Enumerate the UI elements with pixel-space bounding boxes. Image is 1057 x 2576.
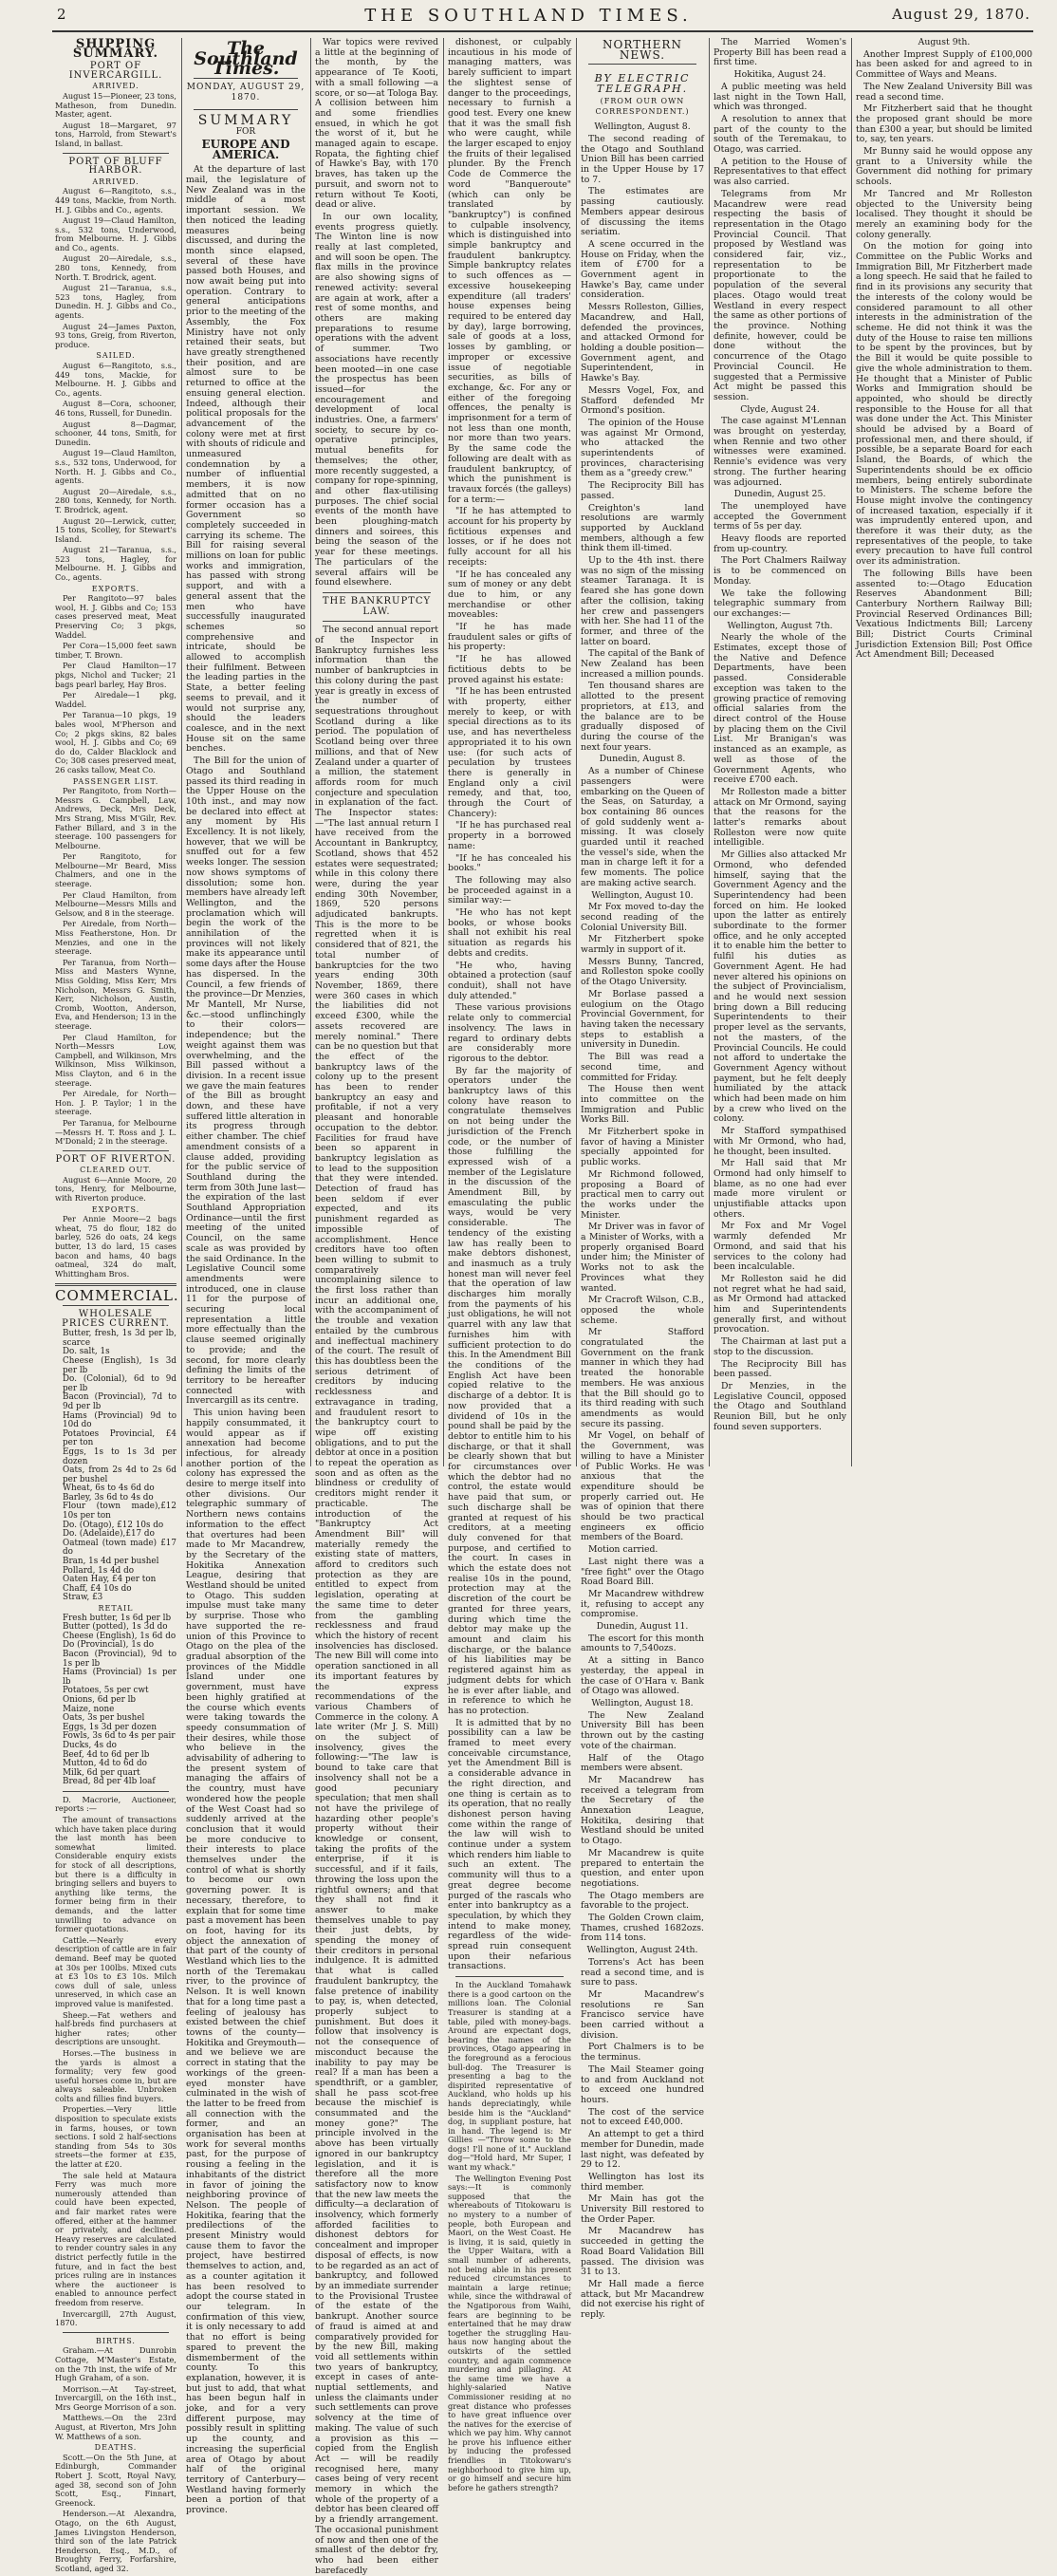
article-paragraph: War topics were revived a little at the beginning of the month, by the appearance of Te Kooti, with a small following —a score, or so—at Tologa Bay. A collision between him and some friendlies ensued, in which he got the worst of it, but he managed again to escape. Ropata, the fighting chief of Hawke's Bay, with 170 braves, has taken up the pursuit, and sworn not to return without Te Kooti, dead or alive. (315, 37, 438, 211)
news-paragraph: Mr Rolleston said he did not regret what he had said, as Mr Ormond had attacked him and Superintendents generally first, and without provocation. (714, 1273, 846, 1335)
news-paragraph: Mr Gillies also attacked Mr Ormond, who defended himself, saying that the Government Agency and the Superintendency had been forced on him. He looked upon the latter as entirely subordinate to the former office, and he only accepted it to enable him the better to fulfil his duties as Government Agent. He had never altered his opinions on the subject of Provincialism, and he would next session bring down a Bill reducing Superintendents to their proper level as the servants, not the masters, of the Provincial Councils. He could not afford to undertake the Government Agency without payment, but he felt deeply humiliated by the attack which had been made on him by a crew who lived on the colony. (714, 849, 846, 1125)
column-rule (709, 38, 710, 1466)
birth-notice: Graham.—At Dunrobin Cottage, M'Master's Estate, on the 7th inst, the wife of Mr Hugh Graham, of a son. (55, 2345, 176, 2383)
news-paragraph: The case against M'Lennan was brought on yesterday, when Rennie and two other witnesses were examined. Rennie's evidence was very strong. The further hearing was adjourned. (714, 416, 846, 488)
divider (63, 153, 169, 154)
wholesale-price-item: Do. (Adelaide),£17 do (63, 1529, 155, 1540)
arrived-label: ARRIVED. (92, 177, 139, 186)
news-paragraph: Mr Borlase passed a eulogium on the Otago Provincial Government, for having taken the necessary steps to establish a university in Dunedin. (581, 988, 704, 1051)
deaths-heading: DEATHS. (94, 2443, 138, 2453)
news-paragraph: An attempt to get a third member for Dunedin, made last night, was defeated by 29 to 12. (581, 2129, 704, 2171)
exports-label: EXPORTS. (91, 584, 140, 593)
issue-date: MONDAY, AUGUST 29, 1870. (186, 83, 306, 103)
passenger-entry: Per Rangitoto, from North—Messrs G. Campbell, Law, Andrews, Deck, Mrs Deck, Mrs Strang, Miss M'Gilr, Rev. Father Billard, and 3 in the steerage. 100 passengers for Melbourne. (55, 786, 176, 850)
divider (63, 1791, 169, 1792)
column-rule (181, 38, 182, 1466)
dateline: Dunedin, August 8. (599, 754, 686, 765)
shipping-entry: August 18—Margaret, 97 tons, Harrold, from Stewart's Island, in ballast. (55, 120, 176, 148)
news-paragraph: Heavy floods are reported from up-country. (714, 533, 846, 554)
passenger-entry: Per Taranua, for Melbourne—Messrs H. T. Ross and J. L. M'Donald; 2 in the steerage. (55, 1117, 176, 1147)
telegraph-heading: BY ELECTRIC TELEGRAPH. (594, 72, 691, 96)
wholesale-price-item: Straw, £3 (63, 1593, 103, 1603)
article-paragraph: "If he has purchased real property in a borrowed name: (448, 820, 571, 851)
report-paragraph: Horses.—The business in the yards is almost a formality; very few good useful horses come in, but are always saleable. Unbroken colts and fillies find buyers. (55, 2047, 176, 2103)
shipping-entry: August 20—Airedale, s.s., 280 tons, Kennedy, from North. T. Brodrick, agent. (55, 253, 176, 282)
wholesale-price-item: Hams (Provincial) 9d to 10d do (63, 1410, 176, 1430)
news-paragraph: Mr Fox moved to-day the second reading of the Colonial University Bill. (581, 902, 704, 933)
export-entry: Per Annie Moore—2 bags wheat, 75 do flour, 182 do barley, 526 do oats, 24 kegs butter, 13 do lard, 15 cases bacon and hams, 40 bags oatmeal, 324 do malt, Whittingham Bros. (55, 1214, 176, 1279)
retail-price-item: Hams (Provincial) 1s per lb (63, 1668, 176, 1687)
divider (55, 1283, 176, 1286)
retail-price-item: Butter (potted), 1s 3d do (63, 1622, 168, 1633)
column-rule (443, 38, 444, 1466)
column-3 (315, 37, 438, 2576)
wholesale-price-item: Chaff, £4 10s do (63, 1583, 132, 1594)
news-paragraph: Mr Fitzherbert spoke warmly in support of it. (581, 934, 704, 956)
arrived-label: ARRIVED. (92, 82, 139, 91)
export-entry: Per Rangitoto—97 bales wool, H. J. Gibbs and Co; 153 cases preserved meat, Meat Preserving Co; 3 pkgs, Waddel. (55, 593, 176, 640)
death-notice: Henderson.—At Alexandra, Otago, on the 6th August, James Livingston Henderson, third son of the late Patrick Henderson, Esq., M.D., of Broughty Ferry, Forfarshire, Scotland, aged 32. (55, 2509, 176, 2573)
news-paragraph: The Golden Crown claim, Thames, crushed 1682ozs. from 114 tons. (581, 1913, 704, 1944)
shipping-entry: August 8—Dagmar, schooner, 44 tons, Smith, for Dunedin. (55, 419, 176, 447)
article-paragraph: The second annual report of the Inspector in Bankruptcy furnishes less information than the number of bankruptcies in this colony during the past year is greatly in excess of the number of sequestrations throughout Scotland during a like period. The population of Scotland being over three millions, and that of New Zealand under a quarter of a million, the statement affords room for much conjecture and speculation in explanation of the fact. The Inspector states:—"The last annual return I have received from the Accountant in Bankruptcy, Scotland, shows that 452 estates were sequestrated; while in this colony there were, during the year ending 30th November, 1869, 520 persons adjudicated bankrupts. This is the more to be regretted when it is considered that of 821, the total number of bankruptcies for the two years ending 30th November, 1869, there were 360 cases in which the liabilities did not exceed £300, while the assets recovered are merely nominal." There can be no question but that the effect of the bankruptcy laws of the colony up to the present has been to render bankruptcy an easy and profitable, if not a very pleasant and honorable occupation to the debtor. Facilities for fraud have been so apparent in bankruptcy legislation as to lead to the supposition that they were intended. Detection of fraud has been seldom if ever expected, and its punishment regarded as impossible of accomplishment. Hence creditors have too often been willing to submit to comparatively uncomplaining silence to the first loss rather than incur an additional one, with the accompaniment of the trouble and vexation entailed by the cumbrous and ineffectual machinery of the court. The result of this has doubtless been the serious detriment of creditors by inducing recklessness and extravagance in trading, and fraudulent resort to the bankruptcy court to wipe off existing obligations, and to put the debtor at once in a position to repeat the operation as soon and as often as the blindness or credulity of creditors might render it practicable. The introduction of the "Bankruptcy Act Amendment Bill" will materially remedy the existing state of matters, afford to creditors such protection as they are entitled to expect from legislation, operating at the same time to deter from the gambling recklessness and fraud which the history of recent insolvencies has disclosed. The new Bill will come into operation sanctioned in all its important features by the express recommendations of the various Chambers of Commerce in the colony. A late writer (Mr J. S. Mill) on the subject of insolvency, gives the following:—"The law is bound to take care that insolvency shall not be a good pecuniary speculation; that men shall not have the privilege of hazarding other people's property without their knowledge or consent, taking the profits of the enterprise, if it is successful, and if it fails, throwing the loss upon the rightful owners; and that they shall not find it answer to make themselves unable to pay their just debts, by spending the money of their creditors in personal indulgence. It is admitted that what is called fraudulent bankruptcy, the false pretence of inability to pay, is, when detected, properly subject to punishment. But does it follow that insolvency is not the consequence of misconduct because the inability to pay may be real? If a man has been a spendthrift, or a gambler, shall he pass scot-free because the mischief is consummated and the money gone?" The principle involved in the above has been virtually ignored in our bankruptcy legislation, and it is therefore all the more satisfactory now to know that the new law meets the difficulty—a declaration of insolvency, which formerly afforded facilities to dishonest debtors for concealment and improper disposal of effects, is now to be regarded as an act of bankruptcy, and followed by an immediate surrender to the Provisional Trustee of the estate of the bankrupt. Another source of fraud is aimed at and comparatively provided for by the new Bill, making void all settlements within two years of bankruptcy, except in cases of ante-nuptial settlements, and unless the claimants under such settlements can prove solvency at the time of making. The value of such a provision as this — copied from the English Act — will be readily recognised here, many cases being of very recent memory in which the whole of the property of a debtor has been cleared off by a friendly arrangement. The occasional punishment of now and then one of the smallest of the debtor fry, who had been either barefacedly (315, 625, 438, 2576)
news-paragraph: Torrens's Act has been read a second time, and is sure to pass. (581, 1956, 704, 1988)
retail-price-item: Oats, 3s per bushel (63, 1713, 145, 1724)
news-paragraph: Mr Macandrew has received a telegram from the Secretary of the Annexation League, Hokitika, desiring that Westland should be united to Otago. (581, 1774, 704, 1847)
death-notice: Scott.—On the 5th June, at Edinburgh, Commander Robert J. Scott, Royal Navy, aged 38, second son of John Scott, Esq., Finnart, Greenock. (55, 2452, 176, 2508)
news-paragraph: The Mail Steamer going to and from Auckland not to exceed one hundred hours. (581, 2063, 704, 2105)
wholesale-price-item: Barley, 3s 6d to 4s do (63, 1492, 154, 1503)
news-paragraph: Mr Bunny said he would oppose any grant to a University while the Government did nothing for primary schools. (856, 146, 1032, 188)
column-4 (448, 37, 571, 2492)
wholesale-price-item: Oatmeal (town made) £17 do (63, 1538, 176, 1558)
dateline: Wellington, August 8. (594, 121, 691, 133)
dateline: Dunedin, August 11. (596, 1621, 689, 1633)
wholesale-price-item: Bran, 1s 4d per bushel (63, 1557, 159, 1567)
news-paragraph: The Reciprocity Bill has been passed. (714, 1358, 846, 1380)
export-entry: Per Cora—15,000 feet sawn timber, T. Brown. (55, 641, 176, 660)
divider (588, 64, 696, 65)
exports-label: EXPORTS. (91, 1204, 140, 1214)
dateline: Wellington, August 18. (591, 1697, 694, 1708)
news-paragraph: As a number of Chinese passengers were embarking on the Queen of the Seas, on Saturday, a box containing 86 ounces of gold suddenly went a-missing. It was closely guarded until it reached the vessel's side, when the man in charge left it for a few moments. The police are making active search. (581, 766, 704, 888)
summary-heading: SUMMARY (197, 112, 294, 128)
news-paragraph: A resolution to annex that part of the county to the south of the Teremakau, to Otago, was carried. (714, 113, 846, 156)
wholesale-price-item: Wheat, 6s to 4s 6d do (63, 1484, 155, 1494)
retail-price-item: Ducks, 4s do (63, 1740, 117, 1750)
retail-price-item: Beef, 4d to 6d per lb (63, 1749, 150, 1760)
news-paragraph: On the motion for going into Committee on the Public Works and Immigration Bill, Mr Fitzherbert made a long speech. He said that he failed to find in its provisions any security that the interests of the colony would be considered paramount to all other interests in the administration of the scheme. He did not think it was the duty of the House to raise ten millions to be spent by the provinces, but by the Bill it would be quite possible to give the whole administration to them. He thought that a Minister of Public Works and Immigration should be appointed, who should be directly responsible to the House for all that was done under the Act. This Minister should be advised by a Board of professional men, and there should, if possible, be a separate Board for each Island, the Boards, of which the Superintendents should be ex officio members, being entirely subordinate to Ministers. The scheme before the House might involve the contingency of increased taxation, especially if it was imprudently entered upon, and therefore it was their duty, as the representatives of the people, to take every precaution to have full control over its administration. (856, 241, 1032, 568)
retail-price-item: Fresh butter, 1s 6d per lb (63, 1613, 172, 1623)
article-paragraph: dishonest, or culpably incautious in his mode of managing matters, was barely sufficient to impart the slightest sense of danger to the proceedings, necessary to furnish a good test. Every one knew that it was the small fish who were caught, while the larger escaped to enjoy the fruits of their legalised plunder. By the French Code de Commerce the word "Banqueroute" (which can only be translated by "bankruptcy") is confined to culpable insolvency, which is distinguished into simple bankruptcy and fraudulent bankruptcy. Simple bankruptcy relates to such offences as — excessive housekeeping expenditure (all traders' house expenses being required to be entered day by day), large borrowing, sale of goods at a loss, losses by gambling, or improper or excessive issue of negotiable securities, as bills of exchange, &c. For any or either of the foregoing offences, the penalty is imprisonment for a term of not less than one month, nor more than two years. By the same code the following are dealt with as fraudulent bankruptcy, of which the punishment is travaux forcés (the galleys) for a term:— (448, 37, 571, 505)
news-paragraph: Mr Macandrew is quite prepared to entertain the question, and enter upon negotiations. (581, 1847, 704, 1889)
news-paragraph: A petition to the House of Representatives to that effect was also carried. (714, 156, 846, 188)
news-paragraph: Mr Macandrew has succeeded in getting the Road Board Validation Bill passed. The division was 31 to 13. (581, 2226, 704, 2278)
article-paragraph: In our own locality, events progress quietly. The Winton line is now really at last completed, and will soon be open. The flax mills in the province are also showing signs of renewed activity: several are again at work, after a rest of some months, and others are making preparations to resume operations with the advent of summer. Two associations have recently been mooted—in one case the prospectus has been issued—for the encouragement and development of local industries. One, a farmers' society, to secure by co-operative principles, mutual benefits for themselves; the other, more recently suggested, a company for rope-spinning, and other flax-utilising purposes. The chief social events of the month have been ploughing-match dinners and soirees, this being the season of the year for these meetings. The particulars of the several affairs will be found elsewhere. (315, 211, 438, 588)
dateline: Wellington, August 24th. (586, 1945, 698, 1956)
wholesale-price-item: Eggs, 1s to 1s 3d per dozen (63, 1447, 176, 1466)
news-paragraph: Port Chalmers is to be the terminus. (581, 2042, 704, 2063)
passenger-entry: Per Claud Hamilton, for North—Messrs Low, Campbell, and Wilkinson, Mrs Wilkinson, Miss Wilkinson, Miss Clayton, and 6 in the steerage. (55, 1032, 176, 1088)
retail-price-item: Bread, 8d per 4lb loaf (63, 1777, 156, 1787)
news-paragraph: Telegrams from Mr Macandrew were read respecting the basis of representation in the Otago Provincial Council. That proposed by Westland was considered fair, viz., representation to be proportionate to the population of the several places. Otago would treat Westland in every respect the same as other portions of the province. Nothing definite, however, could be done without the concurrence of the Otago Provincial Council. He suggested that a Permissive Act might be passed this session. (714, 188, 846, 402)
retail-price-list (55, 1615, 176, 1787)
passenger-entry: Per Airedale, from North—Miss Featherstone, Hon. Dr Menzies, and one in the steerage. (55, 919, 176, 957)
cleared-label: CLEARED OUT. (80, 1166, 152, 1175)
port-heading: PORT OF RIVERTON. (55, 1153, 176, 1165)
sailed-label: SAILED. (96, 351, 136, 361)
news-paragraph: Mr Hall made a fierce attack, but Mr Macandrew did not exercise his right of reply. (581, 2278, 704, 2321)
report-paragraph: Cattle.—Nearly every description of cattle are in fair demand. Beef may be quoted at 30s per 100lbs. Mixed cuts at £3 10s to £3 10s. Milch cows dull of sale, unless unreserved, in which case an improved value is manifested. (55, 1934, 176, 2008)
news-paragraph: We take the following telegraphic summary from our exchanges:— (714, 588, 846, 619)
news-paragraph: Mr Tancred and Mr Rolleston objected to the University being localised. They thought it should be merely an examining body for the colony generally. (856, 188, 1032, 240)
retail-price-item: Potatoes, 5s per cwt (63, 1686, 149, 1696)
passenger-entry: Per Rangitoto, for Melbourne—Mr Beard, Miss Chalmers, and one in the steerage. (55, 851, 176, 889)
wholesale-price-item: Do. (Colonial), 6d to 9d per lb (63, 1374, 176, 1393)
divider (323, 621, 431, 622)
news-paragraph: Mr Hall said that Mr Ormond had only himself to blame, as no one had ever made more virulent or unjustifiable attacks upon others. (714, 1158, 846, 1220)
news-paragraph: Motion carried. (588, 1544, 658, 1556)
article-paragraph: It is admitted that by no possibility can a law be framed to meet every conceivable circumstance, yet the Amendment Bill is a considerable advance in the right direction, and one thing is certain as to its operation, that no really dishonest person having come within the range of the law will wish to continue under a system which renders him liable to such an extent. The community will thus to a great degree become purged of the rascals who enter into bankruptcy as a speculation, by which they intend to make money, regardless of the wide-spread ruin consequent upon their nefarious transactions. (448, 1717, 571, 1972)
wholesale-price-item: Oaten Hay, £4 per ton (63, 1575, 157, 1585)
article-paragraph: "If he has concealed his books." (448, 852, 571, 874)
divider (63, 1305, 169, 1306)
news-paragraph: The second reading of the Otago and Southland Union Bill has been carried in the Upper House by 17 to 7. (581, 133, 704, 185)
news-paragraph: The New Zealand University Bill has been thrown out by the casting vote of the chairman. (581, 1709, 704, 1751)
retail-price-item: Do (Provincial), 1s do (63, 1640, 155, 1651)
wholesale-price-item: Potatoes Provincial, £4 per ton (63, 1428, 176, 1448)
news-paragraph: Messrs Vogel, Fox, and Stafford defended Mr Ormond's position. (581, 384, 704, 417)
article-paragraph: "If he has been entrusted with property, either merely to keep, or with special directions as to its use, and has nevertheless appropriated it to his own use: (for such acts of peculation by trustees there is generally in England only a civil remedy, and that, too, through the Court of Chancery): (448, 686, 571, 819)
shipping-entry: August 19—Claud Hamilton, s.s., 532 tons, Underwood, from Melbourne. H. J. Gibbs and Co., agents. (55, 215, 176, 252)
wholesale-price-item: Butter, fresh, 1s 3d per lb, scarce (63, 1329, 176, 1348)
paper-nameplate: The Southland Times. (194, 38, 298, 80)
news-paragraph: The following Bills have been assented to:—Otago Education Reserves Abandonment Bill; Canterbury Northern Railway Bill; Provincial Reserved Ordinances Bill; Vexatious Indictments Bill; Larceny Bill; District Courts Criminal Jurisdiction Extension Bill; Post Office Act Amendment Bill; Deceased (856, 568, 1032, 661)
wholesale-price-item: Do. (Otago), £12 10s do (63, 1520, 164, 1530)
page-number: 2 (57, 6, 66, 23)
retail-price-item: Cheese (English), 1s 6d do (63, 1631, 176, 1641)
divider (63, 1150, 169, 1151)
news-paragraph: The Reciprocity Bill has passed. (581, 480, 704, 501)
article-paragraph: "He who, having obtained a protection (sauf conduit), shall not have duly attended." (448, 960, 571, 1001)
news-paragraph: Creighton's land resolutions are warmly supported by Auckland members, although a few think them ill-timed. (581, 502, 704, 554)
shipping-entry: August 19—Claud Hamilton, s.s., 532 tons, Underwood, for North. H. J. Gibbs and Co., agents. (55, 448, 176, 486)
article-paragraph: These various provisions relate only to commercial insolvency. The laws in regard to ordinary debts are considerably more rigorous to the debtor. (448, 1002, 571, 1064)
news-paragraph: The Married Women's Property Bill has been read a first time. (714, 37, 846, 68)
dateline: Clyde, August 24. (740, 403, 820, 415)
shipping-entry: August 8—Cora, schooner, 46 tons, Russell, for Dunedin. (55, 399, 176, 418)
births-heading: BIRTHS. (96, 2336, 136, 2345)
retail-price-item: Fowls, 3s 6d to 4s per pair (63, 1731, 176, 1742)
column-6 (714, 38, 846, 1466)
bankruptcy-heading: THE BANKRUPTCY LAW. (322, 595, 432, 617)
article-paragraph: "If he has attempted to account for his property by fictitious expenses and losses, or if he does not fully account for all his receipts: (448, 506, 571, 568)
news-paragraph: The Wellington Evening Post says:—It is commonly supposed that the whereabouts of Titokowaru is no mystery to a number of people, both European and Maori, on the West Coast. He is living, it is said, quietly in the Upper Waitara, with a small number of adherents, not being able in his present reduced circumstances to maintain a large retinue; while, since the withdrawal of the Ngatiporous from Waihi, fears are beginning to be entertained that he may draw together the struggling Hau-haus now hanging about the outskirts of the settled country, and again commence murdering and pillaging. At the same time we have a highly-salaried Native Commissioner residing at no great distance who professes to have great influence over the natives for the exercise of which we pay him. Why cannot he prove his influence either by inducing the professed friendlies in Titokowaru's neighborhood to give him up, or go himself and secure him before he gathers strength? (448, 2173, 571, 2492)
birth-notice: Matthews.—On the 23rd August, at Riverton, Mrs John W. Matthews of a son. (55, 2413, 176, 2441)
news-paragraph: Mr Cracroft Wilson, C.B., opposed the whole scheme. (581, 1295, 704, 1326)
news-paragraph: Wellington has lost its third member. (581, 2171, 704, 2193)
news-paragraph: Last night there was a "free fight" over the Otago Road Board Bill. (581, 1556, 704, 1588)
news-paragraph: A scene occurred in the House on Friday, when the item of £700 for a Government agent in Hawke's Bay, came under consideration. (581, 238, 704, 301)
dateline: Wellington, August 10. (591, 889, 694, 901)
export-entry: Per Taranua—10 pkgs, 19 bales wool, M'Pherson and Co; 2 pkgs skins, 82 bales wool, H. J. Gibbs and Co; 69 do do, Calder Blacklock and Co; 308 cases preserved meat, 26 casks tallow, Meat Co. (55, 710, 176, 775)
news-paragraph: Messrs Bunny, Tancred, and Rolleston spoke coolly of the Otago University. (581, 956, 704, 988)
summary-for: FOR (235, 127, 256, 138)
retail-price-item: Bacon (Provincial), 9d to 1s per lb (63, 1649, 176, 1669)
shipping-entry: August 20—Airedale, s.s., 280 tons, Kennedy, for North. T. Brodrick, agent. (55, 486, 176, 514)
wholesale-price-item: Cheese (English), 1s 3d per lb (63, 1355, 176, 1375)
summary-subheading: EUROPE AND AMERICA. (201, 137, 290, 161)
retail-price-item: Mutton, 4d to 6d do (63, 1759, 147, 1769)
news-paragraph: The Bill was read a second time, and committed for Friday. (581, 1052, 704, 1083)
retail-price-item: Milk, 6d per quart (63, 1767, 140, 1778)
export-entry: Per Claud Hamilton—17 pkgs, Nichol and Tucker; 21 bags pearl barley, Hay Bros. (55, 661, 176, 689)
news-paragraph: Mr Main has got the University Bill restored to the Order Paper. (581, 2193, 704, 2225)
auctioneer-heading: D. Macrorie, Auctioneer, reports :— (55, 1794, 176, 1814)
news-paragraph: Up to the 4th inst. there was no sign of the missing steamer Taranaga. It is feared she has gone down after the collision, taking her crew and passengers with her. She had 11 of the former, and three of the latter on board. (581, 555, 704, 647)
shipping-entry: August 6—Rangitoto, s.s., 449 tons, Mackie, for Melbourne. H. J. Gibbs and Co., agents. (55, 361, 176, 398)
northern-news-heading: NORTHERN NEWS. (603, 38, 682, 62)
report-paragraph: Invercargill, 27th August, 1870. (55, 2308, 176, 2328)
passenger-list-label: PASSENGER LIST. (72, 776, 159, 786)
wholesale-price-item: Bacon (Provincial), 7d to 9d per lb (63, 1392, 176, 1411)
report-paragraph: The amount of transactions which have taken place during the last month has been somewhat limited. Considerable enquiry exists for stock of all descriptions, but there is a difficulty in bringing sellers and buyers to anything like terms, the former being firm in their demands, and the latter unwilling to advance on former quotations. (55, 1815, 176, 1934)
news-paragraph: Ten thousand shares are allotted to the present proprietors, at £13, and the balance are to be gradually disposed of during the course of the next four years. (581, 681, 704, 753)
divider (194, 109, 298, 110)
dateline: Dunedin, August 25. (733, 489, 826, 500)
wholesale-price-list (55, 1330, 176, 1603)
retail-label: RETAIL (98, 1604, 134, 1613)
column-rule (310, 38, 311, 1466)
article-paragraph: By far the majority of operators under the bankruptcy laws of this colony have reason to congratulate themselves on not being under the jurisdiction of the French code, or the number of those fulfilling the expressed wish of a member of the Legislature in the discussion of the Amendment Bill, by emasculating the public ways, would be very considerable. The tendency of the existing law has really been to make debtors dishonest, and inasmuch as a truly honest man will never feel that the operation of law discharges him morally from the payments of his just obligations, he will not quarrel with any law that furnishes him with sufficient protection to do this. In the Amendment Bill the conditions of the English Act have been copied relative to the discharge of a debtor. It is now provided that a dividend of 10s in the pound shall be paid by the debtor to entitle him to his discharge, or that it shall be clearly shown that but for circumstances over which the debtor had no control, the estate would have paid that sum, or such discharge shall be granted at request of his creditors, at a meeting duly convened for that purpose, and certified to the court. In cases in which the estate does not realise 10s in the pound, protection may at the discretion of the court be granted for three years, during which time the debtor may make up the amount and claim his discharge, or the balance of his liabilities may be registered against him as judgment debts for which he is ever after liable, and in reference to which he has no protection. (448, 1065, 571, 1716)
news-paragraph: The unemployed have accepted the Government terms of 5s per day. (714, 500, 846, 532)
article-paragraph: The Bill for the union of Otago and Southland passed its third reading in the Upper House on the 10th inst., and may now be declared into effect at any moment by His Excellency. It is not likely, however, that we will be snuffed out for a few weeks longer. The session now shows symptoms of dissolution; some hon. members have already left Wellington, and the proclamation which will begin the work of the annihilation of the provinces will not likely make its appearance until some days after the House has dispersed. In the Council, a few friends of the province—Dr Menzies, Mr Mantell, Mr Nurse, &c.—stood unflinchingly to their colors—independence; but the weight against them was overwhelming, and the Bill passed without a division. In a recent issue we gave the main features of the Bill as brought down, and these have suffered little alteration in its progress through either chamber. The chief amendment consists of a clause added, providing for the public service of Southland during the term from 30th June last—the expiration of the last Southland Appropriation Ordinance—until the first meeting of the united Council, on the same scale as was provided by the said Ordinance. In the Legislative Council some amendments were introduced, one in clause 11 for the purpose of securing local representation a little more effectually than the clause seemed originally to provide; and the second, for more clearly defining the limits of the territory to be hereafter connected with Invercargill as its centre. (186, 756, 306, 1407)
shipping-entry: August 21—Taranua, s.s., 523 tons, Hagley, from Dunedin. H. J. Gibbs and Co., agents. (55, 283, 176, 321)
news-paragraph: The Otago members are favorable to the project. (581, 1890, 704, 1912)
newspaper-title: THE SOUTHLAND TIMES. (364, 6, 693, 26)
shipping-entry: August 24—James Paxton, 93 tons, Greig, from Riverton, produce. (55, 321, 176, 349)
news-paragraph: Mr Richmond followed, proposing a Board of practical men to carry out the works under the Minister. (581, 1168, 704, 1221)
column-5 (581, 38, 704, 2321)
correspondent-credit: (FROM OUR OWN CORRESPONDENT.) (595, 96, 690, 116)
article-paragraph: At the departure of last mail, the legislature of New Zealand was in the middle of a most important session. We then noticed the leading measures being discussed, and during the month since elapsed, several of these have passed both Houses, and now await being put into operation. Contrary to general anticipations prior to the meeting of the Assembly, the Fox Ministry have not only retained their seats, but have greatly strengthened their position, and are almost sure to be returned to office at the ensuing general election. Indeed, although their political proposals for the advancement of the colony were met at first with shouts of ridicule and unmeasured condemnation by a number of influential members, it is now admitted that on no former occasion has a Government so completely succeeded in carrying its scheme. The Bill for raising several millions on loan for public works and immigration, has passed with strong support, and with a general assent that the men who have successfully inaugurated schemes so comprehensive and intricate, should be allowed to accomplish their fulfilment. Between the leading parties in the State, a better feeling seems to prevail, and it would not surprise any, should the leaders coalesce, and in the next House sit on the same benches. (186, 164, 306, 755)
news-paragraph: Mr Fitzherbert spoke in favor of having a Minister specially appointed for public works. (581, 1127, 704, 1168)
news-paragraph: Mr Stafford sympathised with Mr Ormond, who had, he thought, been insulted. (714, 1126, 846, 1157)
news-paragraph: The Port Chalmers Railway is to be commenced on Monday. (714, 555, 846, 587)
news-paragraph: Mr Rolleston made a bitter attack on Mr Ormond, saying that the reasons for the latter's remarks about Rolleston were now quite intelligible. (714, 786, 846, 849)
shipping-summary-heading: SHIPPING SUMMARY. (72, 37, 159, 61)
dateline: August 9th. (918, 37, 971, 47)
wholesale-price-item: Oats, from 2s 4d to 2s 6d per bushel (63, 1465, 176, 1484)
report-paragraph: The sale held at Mataura Ferry was much more numerously attended than could have been expected, and fair market rates were offered, either at the hammer or privately, and declined. Heavy reserves are calculated to render country sales in any district perfectly futile in the future, and in fact the best prices ruling are in instances where the auctioneer is enabled to announce perfect freedom from reserve. (55, 2170, 176, 2307)
shipping-entry: August 15—Pioneer, 23 tons, Matheson, from Dunedin. Master, agent. (55, 90, 176, 120)
column-rule (576, 38, 577, 1466)
export-entry: Per Airedale—1 pkg, Waddel. (55, 690, 176, 709)
shipping-entry: August 20—Lerwick, cutter, 15 tons, Scolley, for Stewart's Island. (55, 515, 176, 544)
news-paragraph: The Chairman at last put a stop to the discussion. (714, 1336, 846, 1357)
news-paragraph: The estimates are passing cautiously. Members appear desirous of discussing the items seriatim. (581, 186, 704, 238)
news-paragraph: Mr Fox and Mr Vogel warmly defended Mr Ormond, and said that his services to the colony had been incalculable. (714, 1221, 846, 1273)
passenger-entry: Per Claud Hamilton, from Melbourne—Messrs Mills and Gelsow, and 8 in the steerage. (55, 889, 176, 918)
news-paragraph: The cost of the service not to exceed £40,000. (581, 2106, 704, 2128)
news-paragraph: The House then went into committee on the Immigration and Public Works Bill. (581, 1084, 704, 1126)
article-paragraph: "He who has not kept books, or whose books shall not exhibit his real situation as regards his debts and credits. (448, 907, 571, 959)
divider (63, 2332, 169, 2333)
news-paragraph: Mr Macandrew's resolutions re San Francisco service have been carried without a division. (581, 1988, 704, 2041)
news-paragraph: Nearly the whole of the Estimates, except those of the Native and Defence Departments, have been passed. Considerable exception was taken to the growing practice of removing official salaries from the direct control of the House by placing them on the Civil List. Mr Branigan's was instanced as an example, as well as those of the Government Agents, who receive £700 each. (714, 632, 846, 786)
birth-notice: Morrison.—At Tay-street, Invercargill, on the 16th inst., Mrs George Morrison of a son. (55, 2383, 176, 2412)
column-2 (186, 38, 306, 2516)
port-heading: PORT OF BLUFF HARBOR. (68, 156, 163, 177)
news-paragraph: Mr Fitzherbert said that he thought the proposed grant should be more than £300 a year, but should be limited to, say, ten years. (856, 103, 1032, 145)
news-paragraph: The New Zealand University Bill was read a second time. (856, 81, 1032, 103)
divider (323, 592, 431, 593)
news-paragraph: Messrs Rolleston, Gillies, Macandrew, and Hall, defended the provinces, and attacked Ormond for holding a double position—Government agent, and Superintendent, in Hawke's Bay. (581, 302, 704, 384)
article-paragraph: This union having been happily consummated, it would appear as if annexation had become infectious, for already another portion of the colony has expressed the desire to merge itself into other divisions. Our telegraphic summary of Northern news contains information to the effect that overtures had been made to Mr Macandrew, by the Secretary of the Hokitika Annexation League, desiring that Westland should be united to Otago. This sudden impulse must take many by surprise. Those who have supported the re-union of this Province to Otago on the plea of the gradual absorption of the provinces of the Middle Island under one government, must have been highly gratified at the course which events were taking towards the speedy consummation of their desires, while those who believe in the advisability of adhering to the present system of managing the affairs of the country, must have wondered how the people of the West Coast had so suddenly arrived at the conclusion that it would be more conducive to their interests to place themselves under the control of what is shortly to become our own governing power. It is necessary, therefore, to explain that for some time past a movement has been on foot, having for its object the annexation of that part of the county of Westland which lies to the north of the Teremakau river, to the province of Nelson. It is well known that for a long time past a feeling of jealousy has existed between the chief towns of the county—Hokitika and Greymouth—and we believe we are correct in stating that the workings of the green-eyed monster have culminated in the wish of the latter to be freed from all connection with the former, and an organisation has been at work for several months past, for the purpose of rousing a feeling in the inhabitants of the district in favor of joining the neighboring province of Nelson. The people of Hokitika, fearing that the predilections of the present Ministry would cause them to favor the project, have bestirred themselves to action, and, as a counter agitation it has been resolved to adopt the course stated in our telegram. In confirmation of this view, it is only necessary to add that no effort is being spared to prevent the dismemberment of the county. To this explanation, however, it is but just to add, that what has been begun half in joke, and for a very different purpose, may possibly result in splitting up the county, and increasing the superficial area of Otago by about half of the original territory of Canterbury—Westland having formerly been a portion of that province. (186, 1408, 306, 2516)
shipping-entry: August 6—Rangitoto, s.s., 449 tons, Mackie, from North. H. J. Gibbs and Co., agents. (55, 186, 176, 215)
masthead (0, 6, 1057, 30)
article-paragraph: "If he has concealed any sum of money or any debt due to him, or any merchandise or other moveables: (448, 569, 571, 621)
shipping-entry: August 21—Taranua, s.s., 523 tons, Hagley, for Melbourne. H. J. Gibbs and Co., agents. (55, 545, 176, 583)
column-7 (856, 38, 1032, 1466)
divider (455, 1976, 564, 1977)
report-paragraph: Sheep.—Fat wethers and half-breds find purchasers at higher rates; other descriptions are unsought. (55, 2009, 176, 2047)
news-paragraph: The escort for this month amounts to 7,540ozs. (581, 1633, 704, 1654)
top-rule (52, 30, 1033, 32)
news-paragraph: Half of the Otago members were absent. (581, 1752, 704, 1774)
retail-price-item: Eggs, 1s 3d per dozen (63, 1722, 157, 1732)
dateline: Wellington, August 7th. (727, 620, 833, 631)
news-paragraph: Mr Macandrew withdrew it, refusing to accept any compromise. (581, 1588, 704, 1620)
masthead-date: August 29, 1870. (892, 6, 1030, 23)
retail-price-item: Maize, none (63, 1704, 115, 1714)
column-1 (55, 37, 179, 2573)
news-paragraph: Mr Stafford congratulated the Government on the frank manner in which they had treated the honorable members. He was anxious that the Bill should go to its third reading with such amendments as would secure its passing. (581, 1327, 704, 1429)
news-paragraph: Mr Driver was in favor of a Minister of Works, with a properly organised Board under him; the Minister of Works not to ask the Provinces what they wanted. (581, 1222, 704, 1294)
wholesale-price-item: Do. salt, 1s (63, 1347, 110, 1357)
column-rule (851, 38, 852, 1466)
news-paragraph: The opinion of the House was against Mr Ormond, who attacked the superintendents of provinces, characterising them as a "greedy crew." (581, 417, 704, 479)
commercial-heading: COMMERCIAL. (55, 1287, 179, 1305)
news-paragraph: Another Imprest Supply of £100,000 has been asked for and agreed to in Committee of Ways and Means. (856, 48, 1032, 81)
wholesale-price-item: Pollard, 1s 4d do (63, 1565, 135, 1576)
article-paragraph: "If he has allowed fictitious debts to be proved against his estate: (448, 654, 571, 685)
news-paragraph: The capital of the Bank of New Zealand has been increased a million pounds. (581, 648, 704, 680)
wholesale-price-item: Flour (town made),£12 10s per ton (63, 1502, 176, 1521)
article-paragraph: The following may also be proceeded against in a similar way:— (448, 874, 571, 906)
report-paragraph: Properties.—Very little disposition to speculate exists in farms, houses, or town sections. I sold 2 half-sections standing from 54s to 30s streets—the former at £35, the latter at £20. (55, 2104, 176, 2170)
wholesale-heading: WHOLESALE PRICES CURRENT. (62, 1309, 170, 1329)
passenger-entry: Per Airedale, for North—Hon. J. P. Taylor; 1 in the steerage. (55, 1089, 176, 1117)
dateline: Hokitika, August 24. (733, 69, 826, 81)
shipping-entry: August 6—Annie Moore, 20 tons, Henry, for Melbourne, with Riverton produce. (55, 1174, 176, 1204)
news-paragraph: A public meeting was held last night in the Town Hall, which was thronged. (714, 81, 846, 113)
retail-price-item: Onions, 6d per lb (63, 1694, 137, 1705)
port-heading: PORT OF INVERCARGILL. (68, 61, 163, 81)
article-paragraph: "If he has made fraudulent sales or gifts of his property: (448, 622, 571, 653)
news-paragraph: In the Auckland Tomahawk there is a good cartoon on the millions loan. The Colonial Treasurer is standing at a table, piled with money-bags. Around are expectant dogs, bearing the names of the provinces, Otago appearing in the foreground as a ferocious bull-dog. The Treasurer is presenting a bag to the dispirited representative of Auckland, who holds up his hands depreciatingly, while beside him is the "Auckland" dog, in suppliant posture, hat in hand. The legend is: Mr Gillies —"Throw some to the dogs! I'll none of it." Auckland dog—"Hold hard, Mr Super, I want my whack." (448, 1980, 571, 2173)
news-paragraph: Dr Menzies, in the Legislative Council, opposed the Otago and Southland Reunion Bill, but he only found seven supporters. (714, 1381, 846, 1432)
news-paragraph: Mr Vogel, on behalf of the Government, was willing to have a Minister of Public Works. He was anxious that the expenditure should be properly carried out. He was of opinion that there should be two practical engineers ex officio members of the Board. (581, 1430, 704, 1543)
news-paragraph: At a sitting in Banco yesterday, the appeal in the case of O'Hara v. Bank of Otago was allowed. (581, 1655, 704, 1697)
passenger-entry: Per Taranua, from North—Miss and Masters Wynne, Miss Golding, Miss Kerr, Mrs Nicholson, Messrs G. Smith, Kerr, Nicholson, Austin, Cromb, Wootton, Anderson, Eva, and Henderson; 13 in the steerage. (55, 957, 176, 1031)
